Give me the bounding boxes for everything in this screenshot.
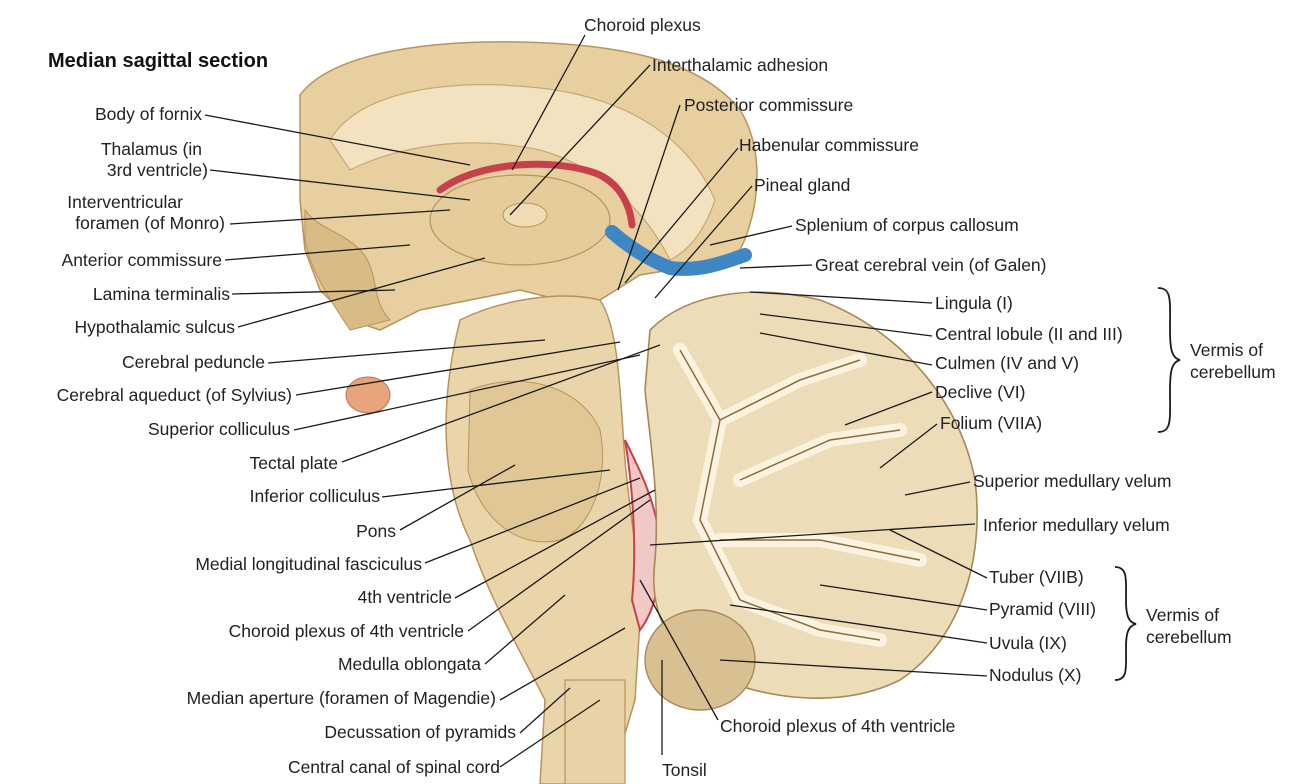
label-pyramid: Pyramid (VIII) bbox=[989, 599, 1096, 619]
label-interventricular-2: foramen (of Monro) bbox=[75, 213, 225, 233]
label-thalamus-2: 3rd ventricle) bbox=[106, 160, 208, 180]
interthalamic-adhesion bbox=[503, 203, 547, 227]
label-choroid-plexus-4th-left: Choroid plexus of 4th ventricle bbox=[228, 621, 464, 641]
label-central-canal: Central canal of spinal cord bbox=[287, 757, 500, 777]
label-culmen: Culmen (IV and V) bbox=[935, 353, 1079, 373]
label-cerebral-aqueduct: Cerebral aqueduct (of Sylvius) bbox=[56, 385, 292, 405]
label-declive: Declive (VI) bbox=[935, 382, 1026, 402]
label-hypothalamic-sulcus: Hypothalamic sulcus bbox=[74, 317, 235, 337]
label-cerebral-peduncle: Cerebral peduncle bbox=[121, 352, 265, 372]
label-interthalamic-adhesion: Interthalamic adhesion bbox=[652, 55, 829, 75]
label-pons: Pons bbox=[356, 521, 396, 541]
label-folium: Folium (VIIA) bbox=[940, 413, 1043, 433]
label-medial-longitudinal-fasciculus: Medial longitudinal fasciculus bbox=[195, 554, 422, 574]
label-tuber: Tuber (VIIB) bbox=[989, 567, 1084, 587]
group-lower-line1: Vermis of bbox=[1146, 605, 1219, 625]
label-central-lobule: Central lobule (II and III) bbox=[935, 324, 1123, 344]
label-anterior-commissure: Anterior commissure bbox=[61, 250, 222, 270]
label-posterior-commissure: Posterior commissure bbox=[684, 95, 854, 115]
label-lingula: Lingula (I) bbox=[935, 293, 1013, 313]
brace-upper bbox=[1158, 288, 1180, 432]
label-superior-colliculus: Superior colliculus bbox=[147, 419, 290, 439]
label-4th-ventricle: 4th ventricle bbox=[357, 587, 452, 607]
pituitary bbox=[346, 377, 390, 413]
label-body-of-fornix: Body of fornix bbox=[95, 104, 202, 124]
spinal-cord bbox=[565, 680, 625, 784]
group-upper-line1: Vermis of bbox=[1190, 340, 1263, 360]
label-uvula: Uvula (IX) bbox=[989, 633, 1067, 653]
label-decussation-of-pyramids: Decussation of pyramids bbox=[324, 722, 516, 742]
label-medulla-oblongata: Medulla oblongata bbox=[337, 654, 481, 674]
label-great-cerebral-vein: Great cerebral vein (of Galen) bbox=[815, 255, 1047, 275]
label-superior-medullary-velum: Superior medullary velum bbox=[973, 471, 1172, 491]
label-median-aperture: Median aperture (foramen of Magendie) bbox=[186, 688, 496, 708]
label-lamina-terminalis: Lamina terminalis bbox=[92, 284, 230, 304]
label-choroid-plexus-4th-bottom: Choroid plexus of 4th ventricle bbox=[720, 716, 956, 736]
label-splenium: Splenium of corpus callosum bbox=[795, 215, 1019, 235]
group-lower-line2: cerebellum bbox=[1146, 627, 1232, 647]
group-upper-line2: cerebellum bbox=[1190, 362, 1276, 382]
label-nodulus: Nodulus (X) bbox=[989, 665, 1082, 685]
label-thalamus-1: Thalamus (in bbox=[100, 139, 202, 159]
label-interventricular-1: Interventricular bbox=[67, 192, 183, 212]
figure-title: Median sagittal section bbox=[48, 50, 269, 72]
label-choroid-plexus: Choroid plexus bbox=[584, 15, 701, 35]
label-tectal-plate: Tectal plate bbox=[249, 453, 338, 473]
label-pineal-gland: Pineal gland bbox=[754, 175, 851, 195]
label-tonsil: Tonsil bbox=[662, 760, 707, 780]
label-habenular-commissure: Habenular commissure bbox=[739, 135, 919, 155]
label-inferior-medullary-velum: Inferior medullary velum bbox=[983, 515, 1170, 535]
brace-lower bbox=[1115, 567, 1136, 680]
label-inferior-colliculus: Inferior colliculus bbox=[249, 486, 380, 506]
